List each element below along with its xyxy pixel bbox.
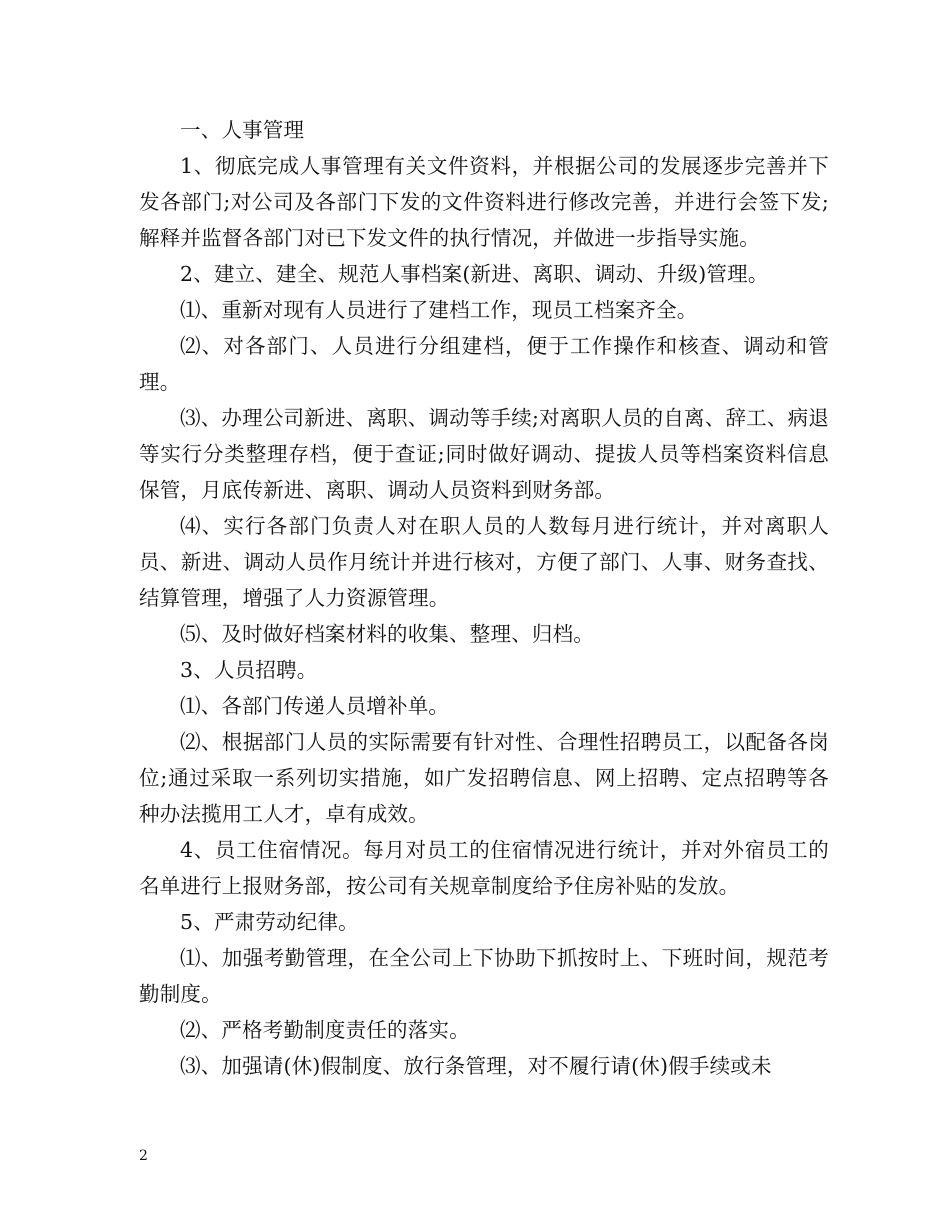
paragraph-5-3: ⑶、加强请(休)假制度、放行条管理，对不履行请(休)假手续或未 <box>180 1054 772 1078</box>
paragraph-4: 4、员工住宿情况。每月对员工的住宿情况进行统计，并对外宿员工的名单进行上报财务部，按公司有关规章制度给予住房补贴的发放。 <box>139 838 829 898</box>
paragraph-2-4: ⑷、实行各部门负责人对在职人员的人数每月进行统计，并对离职人员、新进、调动人员作月统计并进行核对，方便了部门、人事、财务查找、结算管理，增强了人力资源管理。 <box>139 514 829 610</box>
paragraph-5-1: ⑴、加强考勤管理，在全公司上下协助下抓按时上、下班时间，规范考勤制度。 <box>139 946 829 1006</box>
paragraph-5: 5、严肃劳动纪律。 <box>180 910 359 934</box>
paragraph-2-5: ⑸、及时做好档案材料的收集、整理、归档。 <box>180 622 594 646</box>
paragraph-2: 2、建立、建全、规范人事档案(新进、离职、调动、升级)管理。 <box>180 262 769 286</box>
paragraph-5-2: ⑵、严格考勤制度责任的落实。 <box>180 1018 470 1042</box>
section-heading-personnel: 一、人事管理 <box>180 118 305 142</box>
paragraph-2-2: ⑵、对各部门、人员进行分组建档，便于工作操作和核查、调动和管理。 <box>139 334 829 394</box>
page-number: 2 <box>139 1148 148 1164</box>
paragraph-2-1: ⑴、重新对现有人员进行了建档工作，现员工档案齐全。 <box>180 298 698 322</box>
paragraph-3: 3、人员招聘。 <box>180 658 318 682</box>
paragraph-3-1: ⑴、各部门传递人员增补单。 <box>180 694 450 718</box>
paragraph-3-2: ⑵、根据部门人员的实际需要有针对性、合理性招聘员工，以配备各岗位;通过采取一系列切实措施，如广发招聘信息、网上招聘、定点招聘等各种办法揽用工人才，卓有成效。 <box>139 730 829 826</box>
paragraph-1: 1、彻底完成人事管理有关文件资料，并根据公司的发展逐步完善并下发各部门;对公司及各部门下发的文件资料进行修改完善，并进行会签下发;解释并监督各部门对已下发文件的执行情况，并做进一步指导实施。 <box>139 154 829 250</box>
document-body <box>139 112 829 1084</box>
paragraph-2-3: ⑶、办理公司新进、离职、调动等手续;对离职人员的自离、辞工、病退等实行分类整理存档，便于查证;同时做好调动、提拔人员等档案资料信息保管，月底传新进、离职、调动人员资料到财务部。 <box>139 406 829 502</box>
